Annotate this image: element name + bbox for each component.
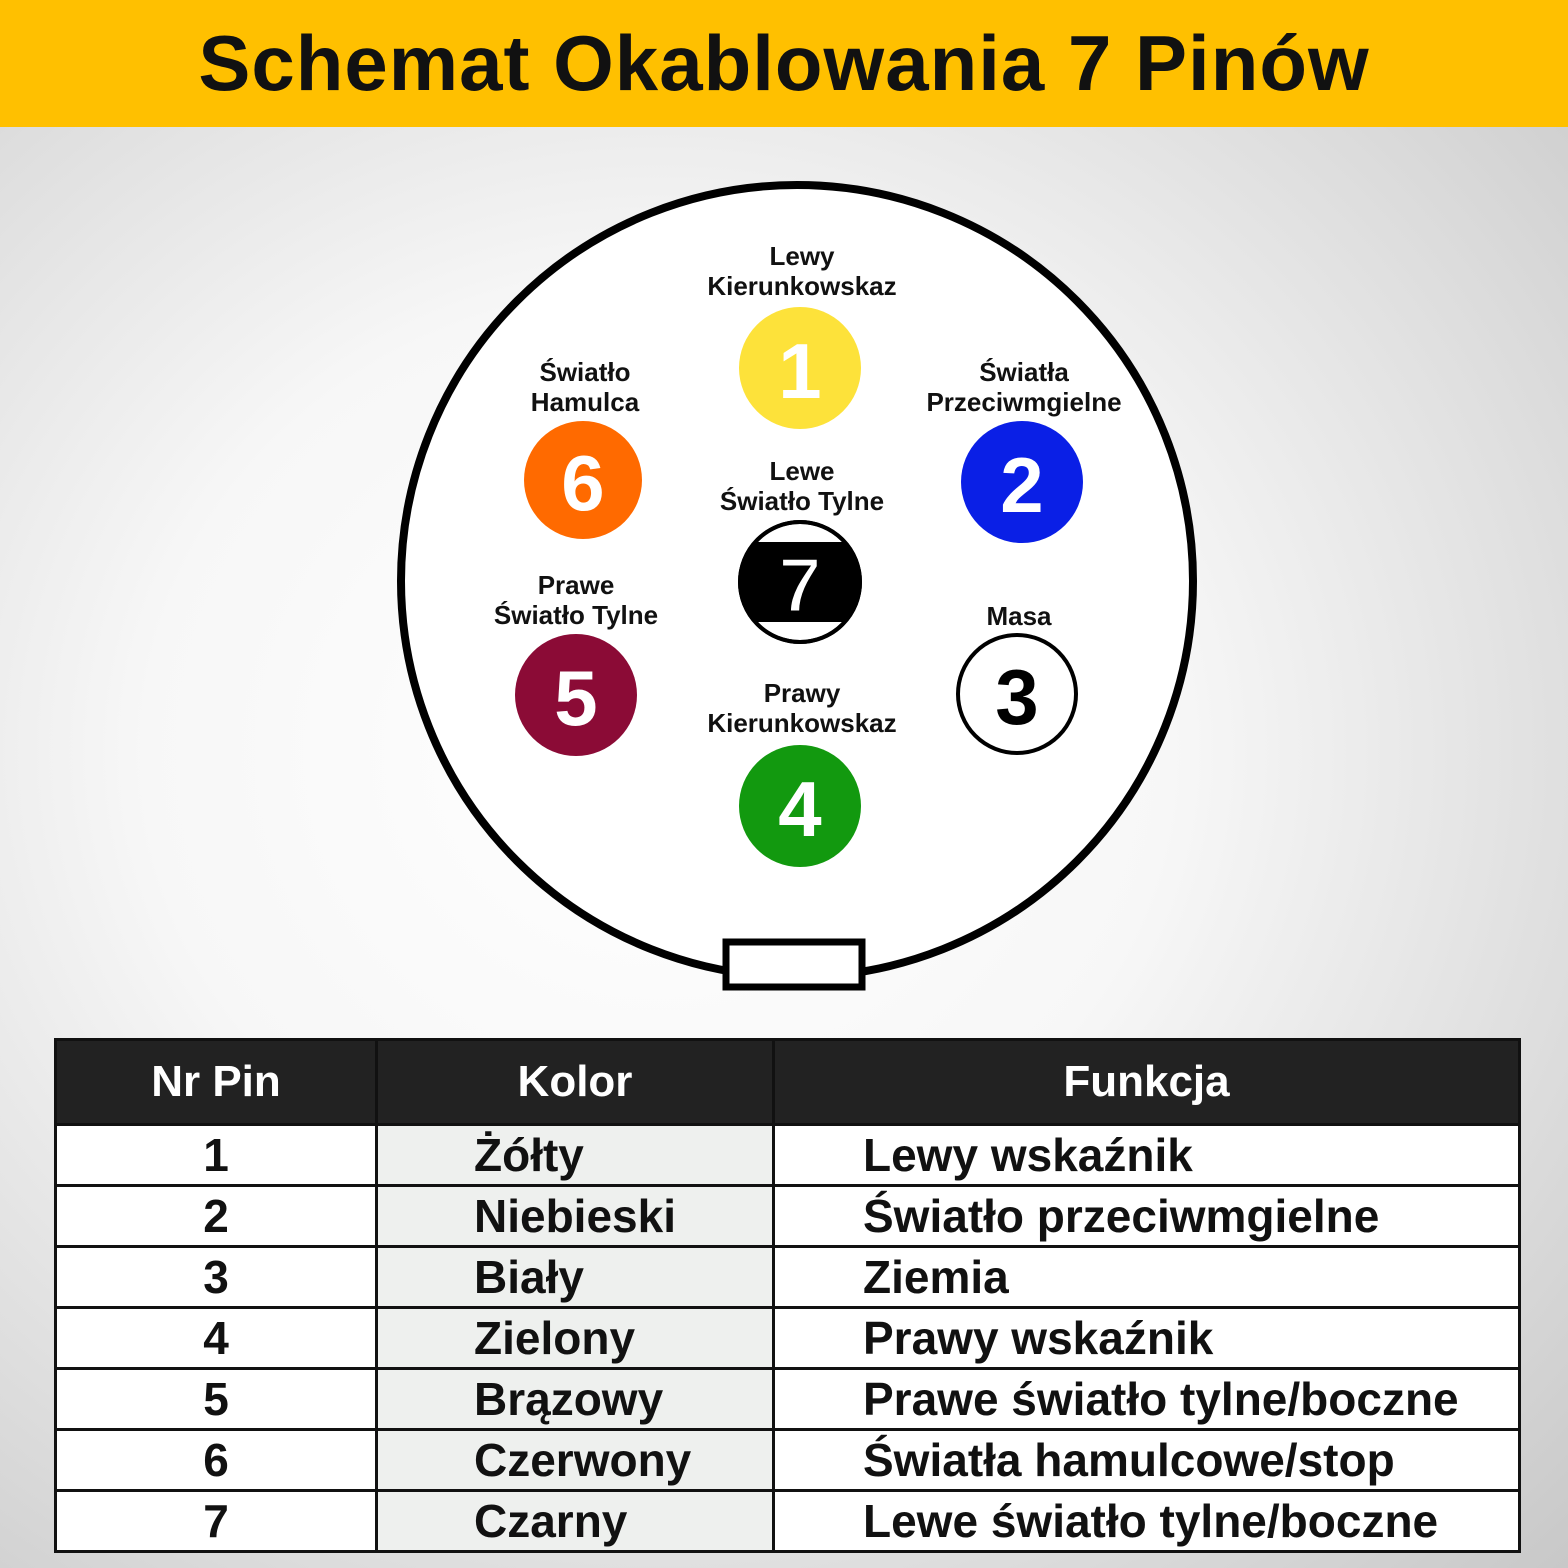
- cell-function: Światło przeciwmgielne: [774, 1186, 1520, 1247]
- table-row: [56, 1369, 1520, 1430]
- cell-function: Prawy wskaźnik: [774, 1308, 1520, 1369]
- header-funkcja: Funkcja: [774, 1040, 1520, 1125]
- pin-5-label-line: Światło Tylne: [493, 600, 659, 630]
- pin-7-number: 7: [778, 541, 822, 629]
- pin-6: [524, 357, 642, 539]
- pin-7-label-line: Lewe: [769, 456, 835, 486]
- pin-6-label-line: Hamulca: [530, 387, 640, 417]
- socket-key-notch: [726, 942, 862, 987]
- cell-pin: 3: [56, 1247, 377, 1308]
- header-kolor: Kolor: [377, 1040, 774, 1125]
- pin-2-number: 2: [1000, 441, 1044, 529]
- cell-color: Zielony: [377, 1308, 774, 1369]
- pin-table: [54, 1038, 1521, 1553]
- pin-1-label-line: Kierunkowskaz: [707, 271, 897, 301]
- pin-3-number: 3: [995, 653, 1039, 741]
- cell-function: Lewe światło tylne/boczne: [774, 1491, 1520, 1552]
- pin-6-label-line: Światło: [539, 357, 631, 387]
- cell-pin: 5: [56, 1369, 377, 1430]
- table-row: [56, 1430, 1520, 1491]
- pin-2-label-line: Światła: [979, 357, 1069, 387]
- cell-function: Światła hamulcowe/stop: [774, 1430, 1520, 1491]
- page-title: Schemat Okablowania 7 Pinów: [198, 19, 1370, 107]
- cell-function: Lewy wskaźnik: [774, 1125, 1520, 1186]
- cell-color: Czarny: [377, 1491, 774, 1552]
- cell-pin: 4: [56, 1308, 377, 1369]
- cell-color: Czerwony: [377, 1430, 774, 1491]
- cell-pin: 6: [56, 1430, 377, 1491]
- table-header-row: [56, 1040, 1520, 1125]
- pin-3-label-line: Masa: [986, 601, 1052, 631]
- cell-function: Prawe światło tylne/boczne: [774, 1369, 1520, 1430]
- pin-1-label-line: Lewy: [769, 241, 835, 271]
- pin-4-number: 4: [778, 765, 822, 853]
- table-row: [56, 1491, 1520, 1552]
- cell-function: Ziemia: [774, 1247, 1520, 1308]
- cell-color: Brązowy: [377, 1369, 774, 1430]
- cell-color: Niebieski: [377, 1186, 774, 1247]
- pin-4-label-line: Prawy: [763, 678, 841, 708]
- pin-5-number: 5: [554, 654, 598, 742]
- table-row: [56, 1125, 1520, 1186]
- cell-color: Żółty: [377, 1125, 774, 1186]
- cell-pin: 2: [56, 1186, 377, 1247]
- cell-pin: 7: [56, 1491, 377, 1552]
- pin-6-number: 6: [561, 439, 605, 527]
- pin-7-label-line: Światło Tylne: [719, 486, 885, 516]
- table-row: [56, 1186, 1520, 1247]
- header-nr-pin: Nr Pin: [56, 1040, 377, 1125]
- pin-1-number: 1: [778, 327, 822, 415]
- pin-5-label-line: Prawe: [537, 570, 615, 600]
- table-row: [56, 1308, 1520, 1369]
- pin-2-label-line: Przeciwmgielne: [926, 387, 1122, 417]
- cell-pin: 1: [56, 1125, 377, 1186]
- cell-color: Biały: [377, 1247, 774, 1308]
- pin-4-label-line: Kierunkowskaz: [707, 708, 897, 738]
- table-row: [56, 1247, 1520, 1308]
